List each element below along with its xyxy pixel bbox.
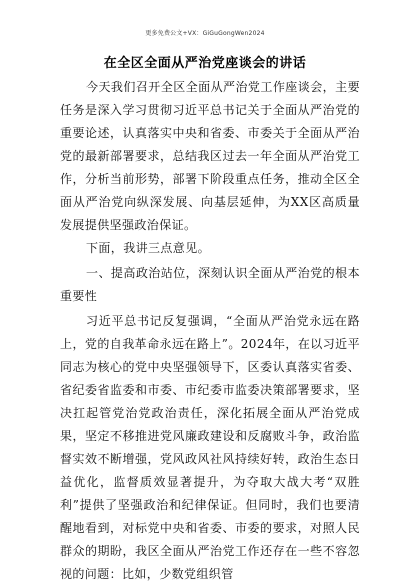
document-title: 在全区全面从严治党座谈会的讲话 <box>103 56 307 71</box>
paragraph-intro: 今天我们召开全区全面从严治党工作座谈会，主要任务是深入学习贯彻习近平总书记关于全面从严治党的重要论述，认真落实中央和省委、市委关于全面从严治党的最新部署要求，总结我区过去一年全面从严治党工作，分析当前形势，部署下阶段重点任务，推动全区全面从严治党向纵深发展、向基层延伸，为XX区高质量发展提供坚强政治保证。 <box>60 80 360 232</box>
section-heading-one: 一、提高政治站位，深刻认识全面从严治党的根本重要性 <box>60 266 360 303</box>
paragraph-section-one-body: 习近平总书记反复强调，“全面从严治党永远在路上，党的自我革命永远在路上”。2024年，在以习近平同志为核心的党中央坚强领导下，区委认真落实省委、省纪委省监委和市委、市纪委市监委决策部署要求，坚决扛起管党治党政治责任，深化拓展全面从严治党成果，坚定不移推进党风廉政建设和反腐败斗争，政治监督实效不断增强，党风政风社风持续好转，政治生态日益优化，监督质效显著提升，为夺取大战大考“双胜利”提供了坚强政治和纪律保证。但同时，我们也要清醒地看到，对标党中央和省委、市委的要求，对照人民群众的期盼，我区全面从严治党工作还存在一些不容忽视的问题：比如，少数党组织管 <box>60 314 360 581</box>
header-note: 更多免费公文+VX：GiGuGongWen2024 <box>145 30 265 37</box>
paragraph-three-points: 下面，我讲三点意见。 <box>86 241 211 255</box>
